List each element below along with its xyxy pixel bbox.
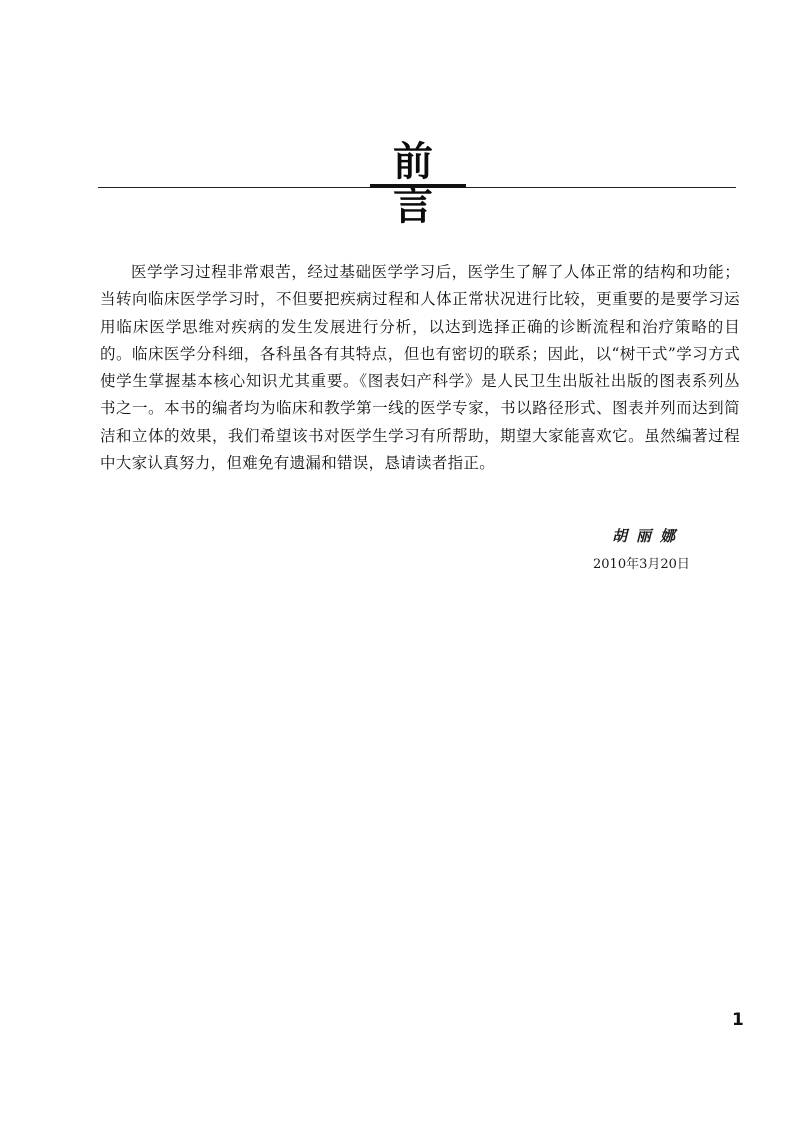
preface-body-paragraph: 医学学习过程非常艰苦，经过基础医学学习后，医学生了解了人体正常的结构和功能；当转向临床医学学习时，不但要把疾病过程和人体正常状况进行比较，更重要的是要学习运用临床医学思维对疾病的发生发展进行分析，以达到选择正确的诊断流程和治疗策略的目的。临床医学分科细，各科虽各有其特点，但也有密切的联系；因此，以“树干式”学习方式使学生掌握基本核心知识尤其重要。《图表妇产科学》是人民卫生出版社出版的图表系列丛书之一。本书的编者均为临床和教学第一线的医学专家，书以路径形式、图表并列而达到简洁和立体的效果，我们希望该书对医学生学习有所帮助，期望大家能喜欢它。虽然编著过程中大家认真努力，但难免有遗漏和错误，恳请读者指正。: [100, 263, 740, 473]
signature-date: 2010年3月20日: [593, 557, 690, 572]
page-number: 1: [732, 1010, 744, 1030]
title-header: [98, 139, 736, 229]
page-title: 前言: [393, 139, 447, 229]
author-signature: 胡丽娜: [612, 527, 685, 545]
title-underline-emphasis: [370, 184, 466, 188]
